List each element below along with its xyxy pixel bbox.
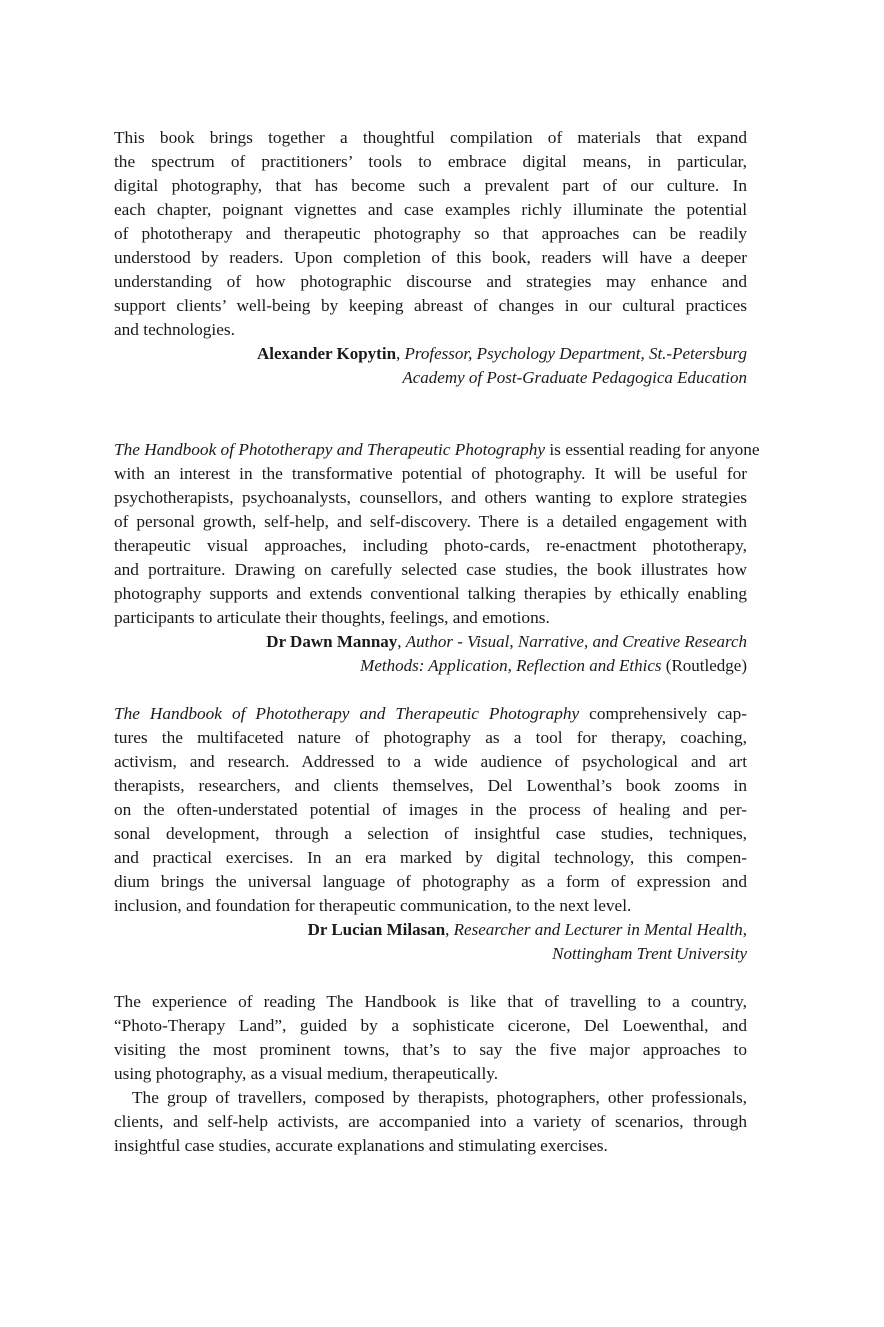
separator: ,	[397, 632, 406, 651]
body-line: dium brings the universal language of photography as a form of expression and	[114, 872, 747, 891]
author-role: Professor, Psychology Department, St.-Petersburg	[404, 344, 747, 363]
body-line: visiting the most prominent towns, that’s to say the five major approaches to	[114, 1040, 747, 1059]
book-title: The Handbook of Phototherapy and Therapeutic Photography	[114, 704, 580, 723]
body-line: of phototherapy and therapeutic photography so that approaches can be readily	[114, 224, 747, 243]
body-line: and technologies.	[114, 320, 235, 339]
body-line: clients, and self-help activists, are accompanied into a variety of scenarios, through	[114, 1112, 747, 1131]
endorsement-milasan	[114, 702, 747, 966]
attribution-line-1	[114, 342, 747, 366]
body-line: sonal development, through a selection of insightful case studies, techniques,	[114, 824, 747, 843]
body-line: support clients’ well-being by keeping abreast of changes in our cultural practices	[114, 296, 747, 315]
body-line: insightful case studies, accurate explanations and stimulating exercises.	[114, 1136, 608, 1155]
separator: ,	[396, 344, 405, 363]
body-line: the spectrum of practitioners’ tools to embrace digital means, in particular,	[114, 152, 747, 171]
attribution-line-2: Nottingham Trent University	[552, 944, 747, 963]
body-line: “Photo-Therapy Land”, guided by a sophisticate cicerone, Del Loewenthal, and	[114, 1016, 747, 1035]
body-line: therapists, researchers, and clients themselves, Del Lowenthal’s book zooms in	[114, 776, 747, 795]
body-line: of personal growth, self-help, and self-discovery. There is a detailed engagement with	[114, 512, 747, 531]
body-line: using photography, as a visual medium, therapeutically.	[114, 1064, 499, 1083]
body-line: understanding of how photographic discourse and strategies may enhance and	[114, 272, 747, 291]
body-line: The experience of reading The Handbook is like that of travelling to a country,	[114, 992, 747, 1011]
body-line	[114, 438, 760, 462]
body-line: understood by readers. Upon completion of this book, readers will have a deeper	[114, 248, 747, 267]
attribution-line-1	[114, 918, 747, 942]
book-reference: Methods: Application, Reflection and Ethics	[360, 656, 662, 675]
separator: ,	[445, 920, 454, 939]
body-line: psychotherapists, psychoanalysts, counsellors, and others wanting to explore strategies	[114, 488, 747, 507]
book-title: The Handbook of Phototherapy and Therapeutic Photography	[114, 440, 546, 459]
body-text: comprehensively cap-	[579, 704, 747, 723]
attribution-line-2	[114, 654, 747, 678]
body-line: participants to articulate their thoughts, feelings, and emotions.	[114, 608, 550, 627]
body-line: each chapter, poignant vignettes and case examples richly illuminate the potential	[114, 200, 747, 219]
body-line: and practical exercises. In an era marked by digital technology, this compen-	[114, 848, 747, 867]
body-line: This book brings together a thoughtful compilation of materials that expand	[114, 128, 747, 147]
author-role: Researcher and Lecturer in Mental Health,	[453, 920, 747, 939]
body-line: photography supports and extends conventional talking therapies by ethically enabling	[114, 584, 747, 603]
body-line: digital photography, that has become such a prevalent part of our culture. In	[114, 176, 747, 195]
body-line: therapeutic visual approaches, including photo-cards, re-enactment phototherapy,	[114, 536, 747, 555]
endorsement-mannay	[114, 438, 760, 678]
author-name: Dr Lucian Milasan	[307, 920, 446, 939]
body-line: The group of travellers, composed by therapists, photographers, other professionals,	[132, 1088, 747, 1107]
body-line: tures the multifaceted nature of photography as a tool for therapy, coaching,	[114, 728, 747, 747]
endorsement-travel	[114, 990, 747, 1158]
body-line	[114, 702, 747, 726]
body-line: inclusion, and foundation for therapeutic communication, to the next level.	[114, 896, 632, 915]
publisher: (Routledge)	[661, 656, 747, 675]
body-line: and portraiture. Drawing on carefully selected case studies, the book illustrates how	[114, 560, 747, 579]
body-text: is essential reading for anyone	[545, 440, 760, 459]
author-name: Alexander Kopytin	[257, 344, 397, 363]
body-line: on the often-understated potential of images in the process of healing and per-	[114, 800, 747, 819]
attribution-line-2: Academy of Post-Graduate Pedagogica Education	[402, 368, 747, 387]
body-line: with an interest in the transformative potential of photography. It will be useful for	[114, 464, 747, 483]
endorsement-kopytin	[114, 126, 747, 390]
body-line: activism, and research. Addressed to a wide audience of psychological and art	[114, 752, 747, 771]
author-role: Author - Visual, Narrative, and Creative Research	[405, 632, 747, 651]
author-name: Dr Dawn Mannay	[266, 632, 398, 651]
attribution-line-1	[114, 630, 747, 654]
